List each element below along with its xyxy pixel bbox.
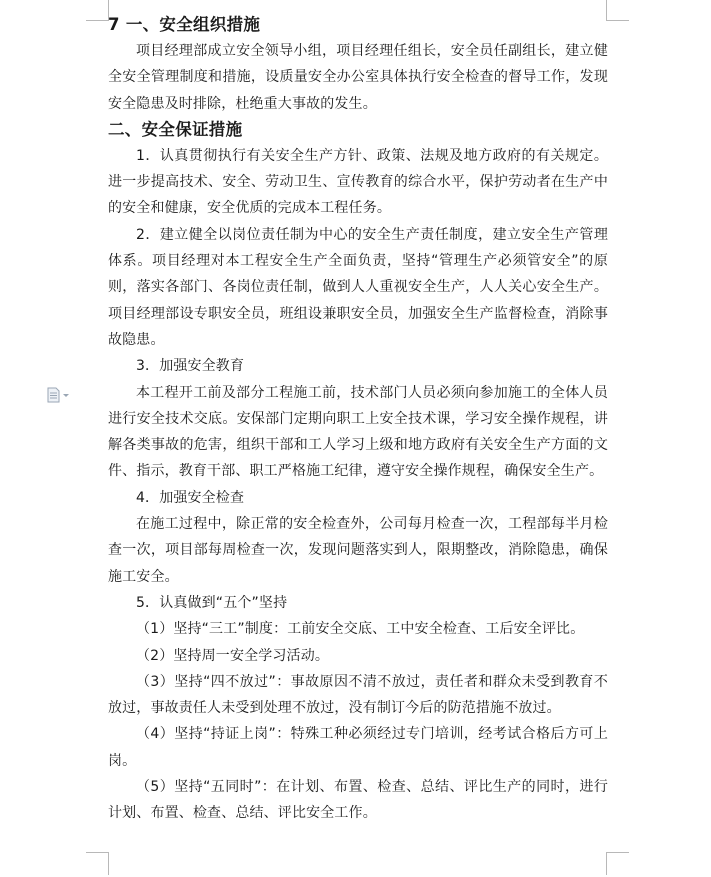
paragraph-item-4-body: 在施工过程中，除正常的安全检查外，公司每月检查一次，工程部每半月检查一次，项目部每周检查一次，发现问题落实到人，限期整改，消除隐患，确保施工安全。 bbox=[108, 516, 608, 585]
crop-mark-top-right bbox=[606, 0, 629, 21]
paragraph-item-3-title: 3．加强安全教育 bbox=[136, 358, 245, 375]
crop-mark-bottom-right bbox=[606, 852, 629, 875]
crop-mark-bottom-left bbox=[86, 852, 109, 875]
paragraph-safety-organization: 项目经理部成立安全领导小组，项目经理任组长，安全员任副组长，建立健全安全管理制度和措施，设质量安全办公室具体执行安全检查的督导工作，发现安全隐患及时排除，杜绝重大事故的发生。 bbox=[108, 43, 608, 112]
paragraph-sub-5: （5）坚持“五同时”：在计划、布置、检查、总结、评比生产的同时，进行计划、布置、检查、总结、评比安全工作。 bbox=[108, 779, 608, 822]
document-options-icon[interactable] bbox=[46, 386, 74, 404]
paragraph-item-3-body: 本工程开工前及部分工程施工前，技术部门人员必须向参加施工的全体人员进行安全技术交底。安保部门定期向职工上安全技术课，学习安全操作规程，讲解各类事故的危害，组织干部和工人学习上级和地方政府有关安全生产方面的文件、指示，教育干部、职工严格施工纪律，遵守安全操作规程，确保安全生产。 bbox=[108, 384, 608, 480]
paragraph-sub-2: （2）坚持周一安全学习活动。 bbox=[136, 647, 330, 664]
crop-mark-top-left bbox=[86, 0, 109, 21]
paragraph-item-1: 1．认真贯彻执行有关安全生产方针、政策、法规及地方政府的有关规定。进一步提高技术、安全、劳动卫生、宣传教育的综合水平，保护劳动者在生产中的安全和健康，安全优质的完成本工程任务。 bbox=[108, 147, 608, 217]
paragraph-item-4-title: 4．加强安全检查 bbox=[136, 489, 245, 506]
paragraph-sub-1: （1）坚持“三工”制度：工前安全交底、工中安全检查、工后安全评比。 bbox=[136, 621, 585, 638]
heading-safety-organization: 7 一、安全组织措施 bbox=[108, 15, 261, 34]
paragraph-sub-3: （3）坚持“四不放过”：事故原因不清不放过，责任者和群众未受到教育不放过，事故责任人未受到处理不放过，没有制订今后的防范措施不放过。 bbox=[108, 673, 608, 717]
heading-safety-guarantee: 二、安全保证措施 bbox=[108, 119, 243, 139]
paragraph-item-5-title: 5．认真做到“五个”坚持 bbox=[136, 594, 288, 611]
paragraph-item-2: 2．建立健全以岗位责任制为中心的安全生产责任制度，建立安全生产管理体系。项目经理对本工程安全生产全面负责，坚持“管理生产必须管安全”的原则，落实各部门、各岗位责任制，做到人人重视安全生产，人人关心安全生产。项目经理部设专职安全员，班组设兼职安全员，加强安全生产监督检查，消除事故隐患。 bbox=[108, 226, 608, 348]
paragraph-sub-4: （4）坚持“持证上岗”：特殊工种必须经过专门培训，经考试合格后方可上岗。 bbox=[108, 726, 608, 769]
document-body bbox=[108, 12, 608, 827]
